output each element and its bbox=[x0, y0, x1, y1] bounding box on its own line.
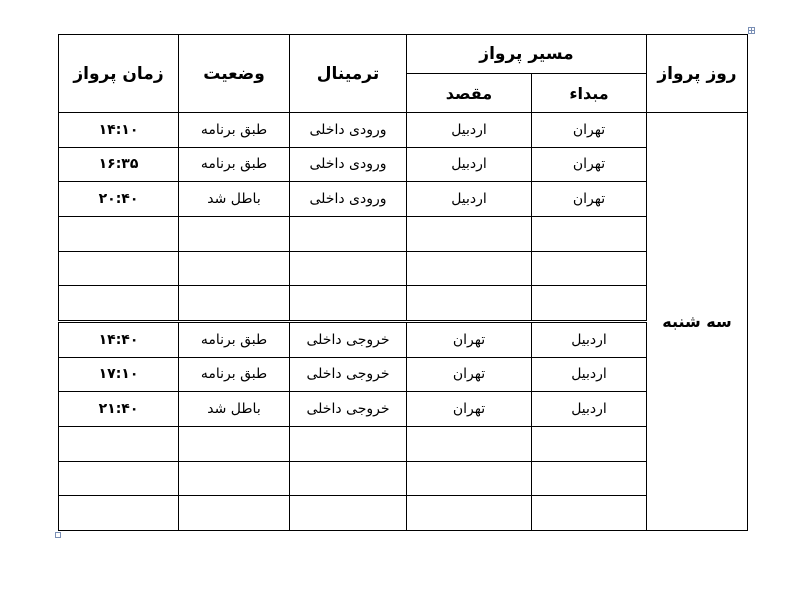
origin-cell: اردبیل bbox=[532, 392, 647, 427]
destination-cell: تهران bbox=[407, 321, 532, 357]
terminal-cell: خروجی داخلی bbox=[290, 392, 407, 427]
destination-cell: تهران bbox=[407, 392, 532, 427]
table-row bbox=[59, 216, 748, 251]
origin-cell: تهران bbox=[532, 147, 647, 182]
table-row bbox=[59, 182, 748, 217]
table-body bbox=[59, 113, 748, 531]
table-resize-handle[interactable] bbox=[55, 532, 61, 538]
flight-schedule-table bbox=[58, 34, 748, 531]
terminal-cell bbox=[290, 216, 407, 251]
destination-cell bbox=[407, 286, 532, 322]
origin-cell: اردبیل bbox=[532, 321, 647, 357]
header-terminal: ترمینال bbox=[290, 35, 407, 113]
time-cell bbox=[59, 496, 179, 531]
header-route: مسیر پرواز bbox=[407, 35, 647, 74]
time-cell bbox=[59, 461, 179, 496]
day-cell: سه شنبه bbox=[647, 113, 748, 531]
destination-cell: اردبیل bbox=[407, 147, 532, 182]
origin-cell bbox=[532, 426, 647, 461]
status-cell bbox=[179, 216, 290, 251]
header-destination: مقصد bbox=[407, 74, 532, 113]
terminal-cell bbox=[290, 496, 407, 531]
status-cell bbox=[179, 496, 290, 531]
status-cell bbox=[179, 251, 290, 286]
terminal-cell: ورودی داخلی bbox=[290, 147, 407, 182]
time-cell bbox=[59, 426, 179, 461]
time-cell: ۲۰:۴۰ bbox=[59, 182, 179, 217]
status-cell bbox=[179, 286, 290, 322]
table-row bbox=[59, 251, 748, 286]
origin-cell bbox=[532, 286, 647, 322]
table-header bbox=[59, 35, 748, 113]
table-row bbox=[59, 286, 748, 322]
destination-cell bbox=[407, 426, 532, 461]
origin-cell bbox=[532, 216, 647, 251]
destination-cell bbox=[407, 251, 532, 286]
header-status: وضعیت bbox=[179, 35, 290, 113]
table-row bbox=[59, 113, 748, 148]
terminal-cell bbox=[290, 461, 407, 496]
header-time: زمان پرواز bbox=[59, 35, 179, 113]
terminal-cell: خروجی داخلی bbox=[290, 321, 407, 357]
destination-cell: اردبیل bbox=[407, 113, 532, 148]
time-cell bbox=[59, 216, 179, 251]
destination-cell: تهران bbox=[407, 357, 532, 392]
time-cell: ۱۴:۱۰ bbox=[59, 113, 179, 148]
time-cell bbox=[59, 251, 179, 286]
table-row bbox=[59, 461, 748, 496]
time-cell: ۱۶:۳۵ bbox=[59, 147, 179, 182]
time-cell bbox=[59, 286, 179, 322]
table-row bbox=[59, 426, 748, 461]
origin-cell bbox=[532, 496, 647, 531]
destination-cell bbox=[407, 216, 532, 251]
table-row bbox=[59, 496, 748, 531]
table-row bbox=[59, 392, 748, 427]
status-cell bbox=[179, 461, 290, 496]
origin-cell: اردبیل bbox=[532, 357, 647, 392]
status-cell bbox=[179, 426, 290, 461]
time-cell: ۱۴:۴۰ bbox=[59, 321, 179, 357]
time-cell: ۱۷:۱۰ bbox=[59, 357, 179, 392]
status-cell: طبق برنامه bbox=[179, 147, 290, 182]
table-row bbox=[59, 321, 748, 357]
terminal-cell bbox=[290, 426, 407, 461]
destination-cell: اردبیل bbox=[407, 182, 532, 217]
status-cell: طبق برنامه bbox=[179, 357, 290, 392]
origin-cell: تهران bbox=[532, 113, 647, 148]
terminal-cell bbox=[290, 251, 407, 286]
header-day: روز پرواز bbox=[647, 35, 748, 113]
table-row bbox=[59, 147, 748, 182]
table-row bbox=[59, 357, 748, 392]
header-origin: مبداء bbox=[532, 74, 647, 113]
destination-cell bbox=[407, 461, 532, 496]
terminal-cell: خروجی داخلی bbox=[290, 357, 407, 392]
time-cell: ۲۱:۴۰ bbox=[59, 392, 179, 427]
origin-cell bbox=[532, 251, 647, 286]
origin-cell bbox=[532, 461, 647, 496]
terminal-cell bbox=[290, 286, 407, 322]
status-cell: باطل شد bbox=[179, 392, 290, 427]
terminal-cell: ورودی داخلی bbox=[290, 182, 407, 217]
status-cell: باطل شد bbox=[179, 182, 290, 217]
status-cell: طبق برنامه bbox=[179, 113, 290, 148]
destination-cell bbox=[407, 496, 532, 531]
origin-cell: تهران bbox=[532, 182, 647, 217]
terminal-cell: ورودی داخلی bbox=[290, 113, 407, 148]
status-cell: طبق برنامه bbox=[179, 321, 290, 357]
table-move-handle[interactable] bbox=[748, 27, 755, 34]
